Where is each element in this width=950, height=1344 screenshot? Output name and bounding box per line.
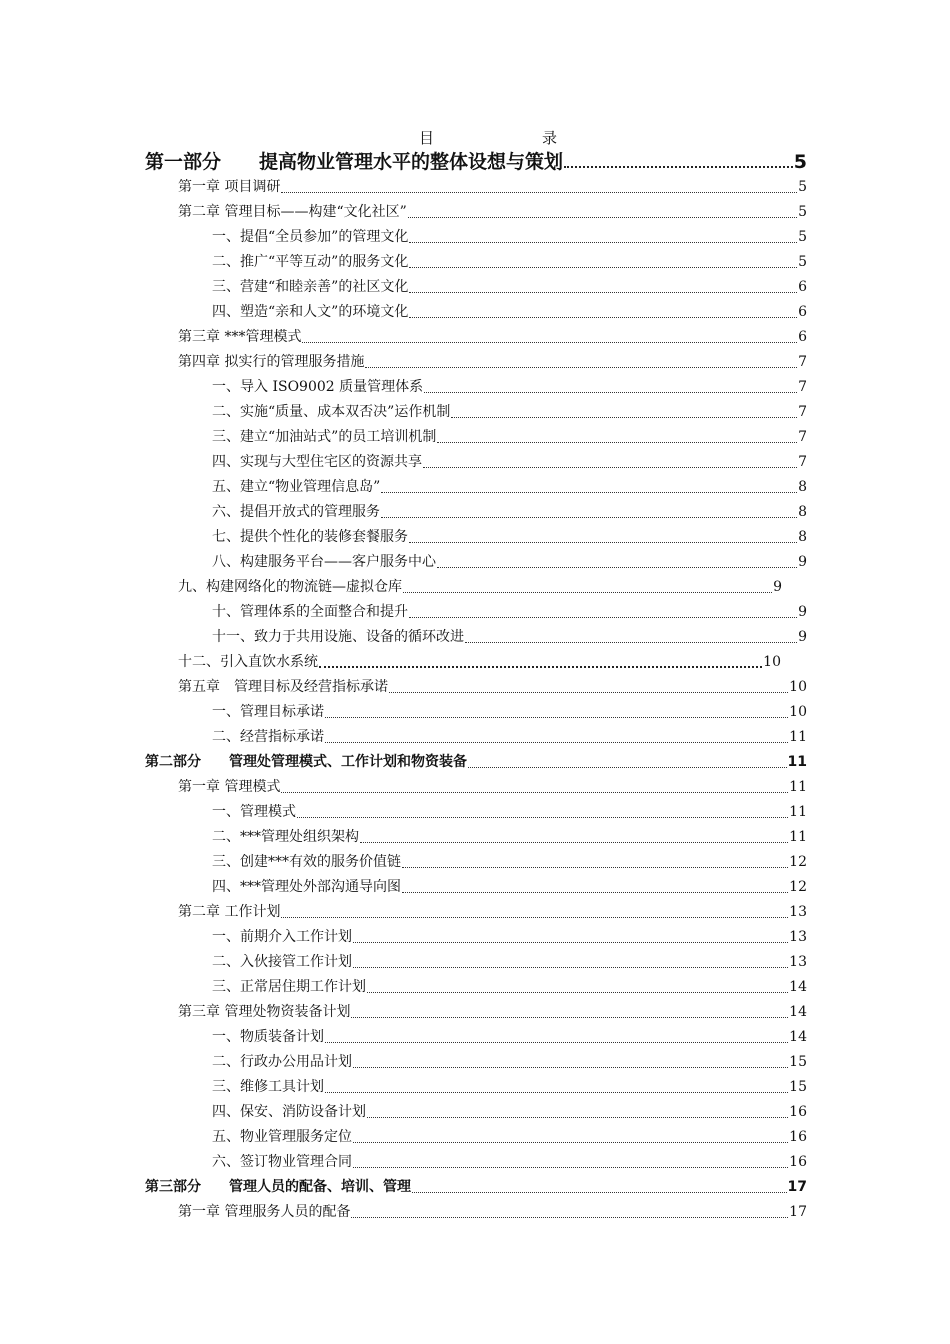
toc-entry-label: 第五章 管理目标及经营指标承诺 [178, 679, 388, 695]
dot-leader [451, 416, 797, 418]
toc-entry-label: 一、物质装备计划 [212, 1029, 324, 1045]
toc-entry-label: 第二部分 管理处管理模式、工作计划和物资装备 [145, 754, 467, 770]
toc-entry-label: 第一章 项目调研 [178, 179, 281, 195]
toc-entry-page: 13 [789, 904, 807, 920]
toc-entry-section[interactable] [212, 275, 807, 300]
toc-entry-section[interactable] [212, 525, 807, 550]
toc-entry-page: 7 [798, 404, 807, 420]
toc-entry-page: 5 [798, 229, 807, 245]
toc-entry-page: 8 [798, 529, 807, 545]
dot-leader [409, 616, 797, 618]
dot-leader [325, 1091, 788, 1093]
dot-leader [402, 866, 788, 868]
toc-entry-page: 17 [787, 1179, 807, 1195]
toc-entry-label: 一、前期介入工作计划 [212, 929, 352, 945]
toc-entry-label: 五、建立“物业管理信息岛” [212, 479, 381, 495]
dot-leader [302, 341, 797, 343]
toc-entry-page: 11 [787, 754, 807, 770]
toc-entry-label: 一、管理模式 [212, 804, 296, 820]
toc-entry-page: 10 [763, 654, 781, 670]
toc-entry-page: 5 [798, 254, 807, 270]
dot-leader [319, 665, 762, 668]
dot-leader [365, 366, 797, 368]
toc-entry-chapter[interactable] [178, 175, 807, 200]
toc-entry-label: 第二章 工作计划 [178, 904, 281, 920]
dot-leader [409, 316, 797, 318]
toc-entry-page: 9 [798, 604, 807, 620]
dot-leader [353, 1166, 788, 1168]
toc-entry-page: 14 [789, 1029, 807, 1045]
dot-leader [381, 516, 797, 518]
dot-leader [403, 591, 772, 593]
toc-entry-section[interactable] [212, 700, 807, 725]
dot-leader [408, 216, 797, 218]
dot-leader [297, 816, 788, 818]
toc-entry-label: 二、行政办公用品计划 [212, 1054, 352, 1070]
toc-entry-page: 8 [798, 479, 807, 495]
toc-entry-label: 三、维修工具计划 [212, 1079, 324, 1095]
toc-entry-label: 五、物业管理服务定位 [212, 1129, 352, 1145]
toc-entry-chapter[interactable] [178, 1000, 807, 1025]
toc-entry-section[interactable] [212, 1025, 807, 1050]
toc-entry-label: 第二章 管理目标——构建“文化社区” [178, 204, 407, 220]
dot-leader [325, 716, 788, 718]
toc-entry-label: 三、建立“加油站式”的员工培训机制 [212, 429, 437, 445]
toc-entry-chapter[interactable] [178, 200, 807, 225]
dot-leader [409, 266, 797, 268]
dot-leader [353, 941, 788, 943]
toc-entry-page: 8 [798, 504, 807, 520]
toc-entry-section[interactable] [212, 500, 807, 525]
toc-entry-section[interactable] [212, 625, 807, 650]
dot-leader [564, 165, 793, 168]
toc-entry-label: 六、签订物业管理合同 [212, 1154, 352, 1170]
toc-entry-part[interactable] [145, 1175, 807, 1200]
toc-entry-label: 三、正常居住期工作计划 [212, 979, 366, 995]
dot-leader [409, 291, 797, 293]
dot-leader [465, 641, 797, 643]
toc-entry-label: 三、营建“和睦亲善”的社区文化 [212, 279, 409, 295]
toc-entry-page: 5 [793, 151, 807, 173]
toc-entry-page: 15 [789, 1054, 807, 1070]
toc-entry-label: 六、提倡开放式的管理服务 [212, 504, 380, 520]
toc-entry-section[interactable] [212, 550, 807, 575]
dot-leader [367, 991, 788, 993]
toc-entry-label: 八、构建服务平台——客户服务中心 [212, 554, 436, 570]
toc-entry-page: 10 [789, 679, 807, 695]
toc-entry-section[interactable] [212, 300, 807, 325]
toc-entry-label: 第一章 管理服务人员的配备 [178, 1204, 351, 1220]
dot-leader [281, 916, 788, 918]
dot-leader [367, 1116, 788, 1118]
toc-entry-section[interactable] [212, 250, 807, 275]
toc-entry-part[interactable] [145, 148, 807, 176]
dot-leader [353, 966, 788, 968]
toc-entry-page: 5 [798, 179, 807, 195]
dot-leader [409, 241, 797, 243]
dot-leader [402, 891, 788, 893]
toc-entry-label: 第一部分 提高物业管理水平的整体设想与策划 [145, 151, 564, 173]
toc-entry-section[interactable] [212, 875, 807, 900]
toc-entry-page: 9 [773, 579, 782, 595]
toc-entry-page: 12 [789, 854, 807, 870]
toc-entry-page: 7 [798, 379, 807, 395]
toc-entry-section[interactable] [212, 825, 807, 850]
toc-entry-label: 第四章 拟实行的管理服务措施 [178, 354, 365, 370]
dot-leader [424, 391, 797, 393]
toc-entry-page: 7 [798, 429, 807, 445]
dot-leader [360, 841, 788, 843]
toc-entry-section[interactable] [212, 800, 807, 825]
toc-entry-chapter[interactable] [178, 1200, 807, 1225]
toc-entry-page: 5 [798, 204, 807, 220]
toc-entry-label: 第三章 ***管理模式 [178, 329, 302, 345]
toc-title: 目 录 [418, 129, 583, 147]
toc-entry-section[interactable] [212, 375, 807, 400]
toc-entry-label: 九、构建网络化的物流链—虚拟仓库 [178, 579, 402, 595]
dot-leader [423, 466, 797, 468]
dot-leader [468, 766, 787, 768]
toc-entry-page: 9 [798, 629, 807, 645]
toc-entry-section[interactable] [212, 975, 807, 1000]
toc-entry-section[interactable] [178, 650, 781, 675]
dot-leader [389, 691, 788, 693]
toc-entry-page: 7 [798, 454, 807, 470]
toc-entry-page: 13 [789, 929, 807, 945]
toc-entry-page: 16 [789, 1104, 807, 1120]
dot-leader [437, 566, 797, 568]
toc-entry-page: 6 [798, 329, 807, 345]
toc-entry-page: 11 [789, 729, 807, 745]
toc-entry-label: 三、创建***有效的服务价值链 [212, 854, 401, 870]
toc-entry-section[interactable] [212, 425, 807, 450]
toc-entry-page: 12 [789, 879, 807, 895]
toc-entry-chapter[interactable] [178, 325, 807, 350]
toc-entry-chapter[interactable] [178, 350, 807, 375]
toc-entry-section[interactable] [212, 725, 807, 750]
toc-entry-page: 7 [798, 354, 807, 370]
toc-entry-page: 16 [789, 1129, 807, 1145]
toc-entry-page: 6 [798, 304, 807, 320]
toc-entry-chapter[interactable] [178, 775, 807, 800]
toc-entry-part[interactable] [145, 750, 807, 775]
toc-entry-label: 二、***管理处组织架构 [212, 829, 359, 845]
toc-entry-section[interactable] [212, 925, 807, 950]
toc-entry-label: 四、***管理处外部沟通导向图 [212, 879, 401, 895]
toc-entry-label: 二、入伙接管工作计划 [212, 954, 352, 970]
toc-entry-section[interactable] [212, 600, 807, 625]
dot-leader [381, 491, 797, 493]
toc-entry-label: 二、推广“平等互动”的服务文化 [212, 254, 409, 270]
toc-entry-label: 四、实现与大型住宅区的资源共享 [212, 454, 422, 470]
toc-entry-label: 四、塑造“亲和人文”的环境文化 [212, 304, 409, 320]
toc-entry-page: 11 [789, 804, 807, 820]
toc-entry-label: 二、实施“质量、成本双否决”运作机制 [212, 404, 451, 420]
toc-entry-page: 13 [789, 954, 807, 970]
toc-entry-section[interactable] [212, 475, 807, 500]
toc-entry-chapter[interactable] [178, 900, 807, 925]
toc-entry-label: 第一章 管理模式 [178, 779, 281, 795]
toc-entry-label: 七、提供个性化的装修套餐服务 [212, 529, 408, 545]
toc-entry-page: 14 [789, 1004, 807, 1020]
toc-entry-section[interactable] [212, 1125, 807, 1150]
toc-entry-label: 十、管理体系的全面整合和提升 [212, 604, 408, 620]
toc-entry-section[interactable] [212, 1100, 807, 1125]
toc-entry-section[interactable] [212, 225, 807, 250]
toc-entry-section[interactable] [212, 1050, 807, 1075]
dot-leader [353, 1141, 788, 1143]
toc-entry-page: 17 [789, 1204, 807, 1220]
toc-entry-section[interactable] [212, 1075, 807, 1100]
toc-entry-section[interactable] [212, 450, 807, 475]
toc-entry-page: 11 [789, 779, 807, 795]
toc-entry-label: 十二、引入直饮水系统 [178, 654, 318, 670]
toc-entry-page: 10 [789, 704, 807, 720]
dot-leader [412, 1191, 787, 1193]
toc-entry-section[interactable] [212, 850, 807, 875]
dot-leader [351, 1016, 788, 1018]
toc-entry-label: 十一、致力于共用设施、设备的循环改进 [212, 629, 464, 645]
dot-leader [437, 441, 797, 443]
toc-entry-label: 一、提倡“全员参加”的管理文化 [212, 229, 409, 245]
dot-leader [281, 191, 797, 193]
toc-entry-section[interactable] [212, 1150, 807, 1175]
toc-entry-label: 四、保安、消防设备计划 [212, 1104, 366, 1120]
dot-leader [409, 541, 797, 543]
toc-entry-page: 9 [798, 554, 807, 570]
dot-leader [325, 1041, 788, 1043]
toc-entry-section[interactable] [212, 400, 807, 425]
toc-entry-chapter[interactable] [178, 675, 807, 700]
toc-entry-label: 第三章 管理处物资装备计划 [178, 1004, 351, 1020]
toc-entry-section[interactable] [212, 950, 807, 975]
toc-entry-page: 11 [789, 829, 807, 845]
toc-entry-label: 一、管理目标承诺 [212, 704, 324, 720]
toc-entry-label: 第三部分 管理人员的配备、培训、管理 [145, 1179, 411, 1195]
toc-entry-page: 15 [789, 1079, 807, 1095]
toc-entry-page: 14 [789, 979, 807, 995]
toc-entry-page: 16 [789, 1154, 807, 1170]
toc-entry-page: 6 [798, 279, 807, 295]
dot-leader [325, 741, 788, 743]
toc-entry-label: 二、经营指标承诺 [212, 729, 324, 745]
dot-leader [281, 791, 788, 793]
toc-entry-section[interactable] [178, 575, 782, 600]
dot-leader [353, 1066, 788, 1068]
toc-entry-label: 一、导入 ISO9002 质量管理体系 [212, 379, 424, 395]
dot-leader [351, 1216, 788, 1218]
